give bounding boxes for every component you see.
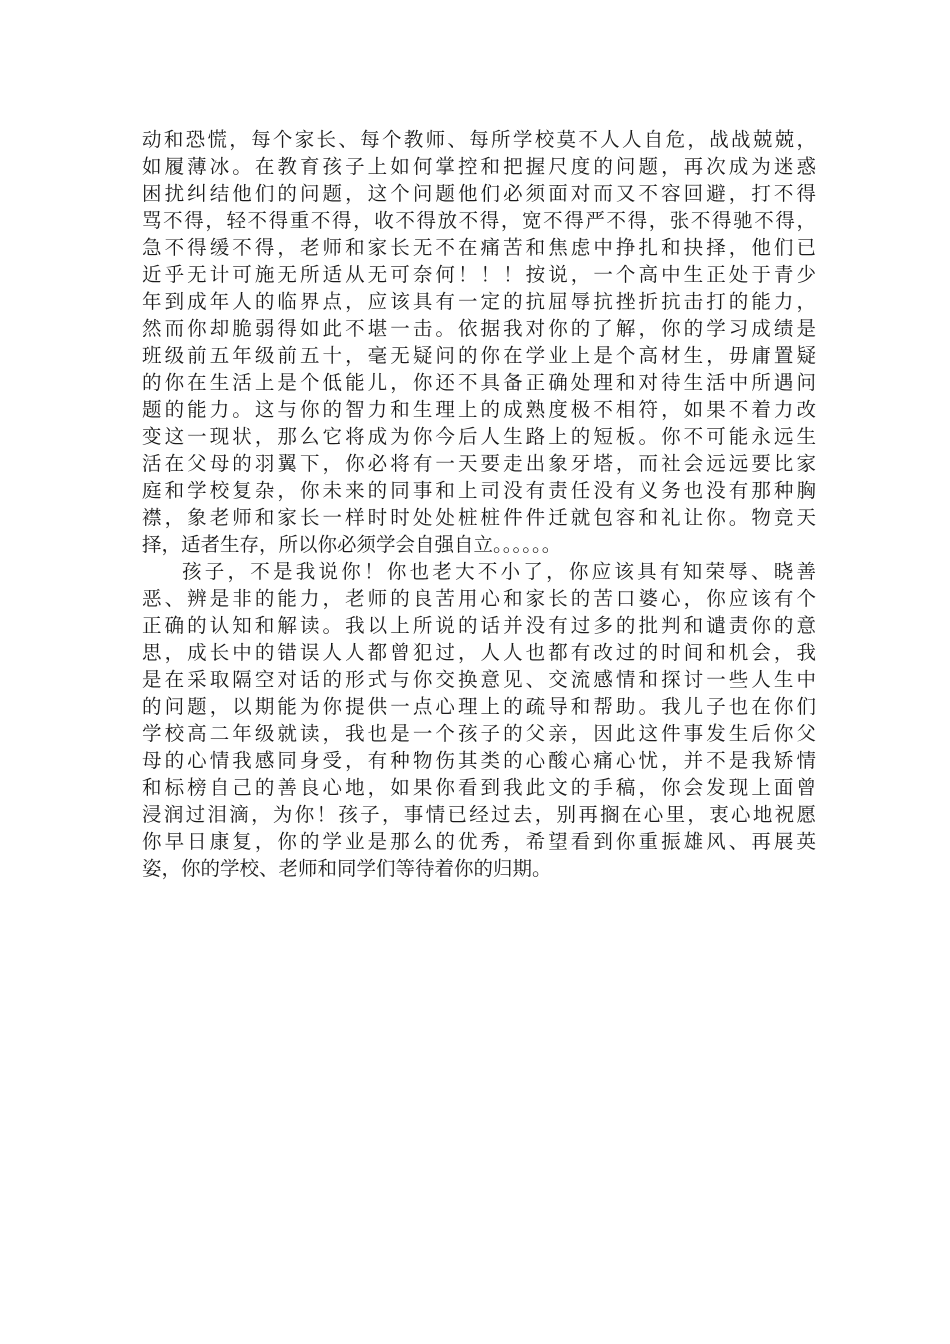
text-line: 近乎无计可施无所适从无可奈何！！！按说，一个高中生正处于青少 [142, 263, 816, 286]
text-line: 母的心情我感同身受，有种物伤其类的心酸心痛心忧，并不是我矫情 [142, 749, 816, 772]
text-line: 思，成长中的错误人人都曾犯过，人人也都有改过的时间和机会，我 [142, 641, 816, 664]
letter-body [142, 126, 816, 882]
text-line: 学校高二年级就读，我也是一个孩子的父亲，因此这件事发生后你父 [142, 722, 816, 745]
text-line: 活在父母的羽翼下，你必将有一天要走出象牙塔，而社会远远要比家 [142, 452, 816, 475]
text-line: 你早日康复，你的学业是那么的优秀，希望看到你重振雄风、再展英 [142, 830, 816, 853]
text-line: 的问题，以期能为你提供一点心理上的疏导和帮助。我儿子也在你们 [142, 695, 816, 718]
text-line: 和标榜自己的善良心地，如果你看到我此文的手稿，你会发现上面曾 [142, 776, 816, 799]
text-line: 择，适者生存，所以你必须学会自强自立。。。。。。 [142, 533, 562, 556]
text-line: 如履薄冰。在教育孩子上如何掌控和把握尺度的问题，再次成为迷惑 [142, 155, 816, 178]
text-line: 正确的认知和解读。我以上所说的话并没有过多的批判和谴责你的意 [142, 614, 816, 637]
text-line: 姿，你的学校、老师和同学们等待着你的归期。 [142, 857, 552, 880]
text-line: 是在采取隔空对话的形式与你交换意见、交流感情和探讨一些人生中 [142, 668, 816, 691]
paragraph-1 [142, 126, 816, 558]
text-line: 的你在生活上是个低能儿，你还不具备正确处理和对待生活中所遇问 [142, 371, 816, 394]
text-line: 班级前五年级前五十，毫无疑问的你在学业上是个高材生，毋庸置疑 [142, 344, 816, 367]
text-line: 襟，象老师和家长一样时时处处桩桩件件迁就包容和礼让你。物竞天 [142, 506, 816, 529]
text-line: 庭和学校复杂，你未来的同事和上司没有责任没有义务也没有那种胸 [142, 479, 816, 502]
text-line: 困扰纠结他们的问题，这个问题他们必须面对而又不容回避，打不得 [142, 182, 816, 205]
text-line: 题的能力。这与你的智力和生理上的成熟度极不相符，如果不着力改 [142, 398, 816, 421]
text-line: 然而你却脆弱得如此不堪一击。依据我对你的了解，你的学习成绩是 [142, 317, 816, 340]
paragraph-2 [142, 558, 816, 882]
text-line: 浸润过泪滴，为你！孩子，事情已经过去，别再搁在心里，衷心地祝愿 [142, 803, 816, 826]
text-line: 动和恐慌，每个家长、每个教师、每所学校莫不人人自危，战战兢兢， [142, 128, 816, 151]
text-line: 变这一现状，那么它将成为你今后人生路上的短板。你不可能永远生 [142, 425, 816, 448]
text-line: 年到成年人的临界点，应该具有一定的抗屈辱抗挫折抗击打的能力， [142, 290, 816, 313]
text-line: 急不得缓不得，老师和家长无不在痛苦和焦虑中挣扎和抉择，他们已 [142, 236, 816, 259]
text-line: 恶、辨是非的能力，老师的良苦用心和家长的苦口婆心，你应该有个 [142, 587, 816, 610]
text-line: 骂不得，轻不得重不得，收不得放不得，宽不得严不得，张不得驰不得， [142, 209, 816, 232]
text-line: 孩子，不是我说你！你也老大不小了，你应该具有知荣辱、晓善 [182, 560, 816, 583]
